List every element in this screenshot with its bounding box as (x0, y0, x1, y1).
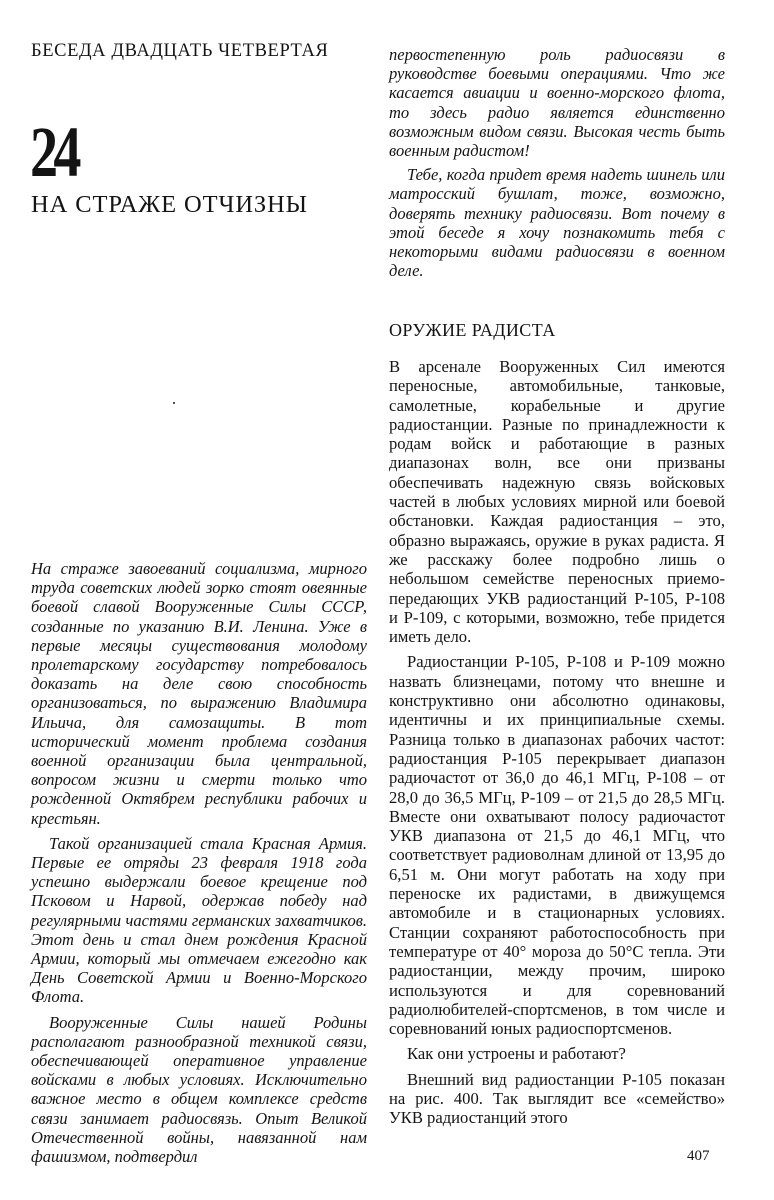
section-paragraph-1: В арсенале Вооруженных Сил имеются переносные, автомобильные, танковые, самолетные, корабельные и другие радиостанции. Разные по принадлежности к родам войск и работающие в разных диапазонах волн, все они призваны обеспечивать надежную связь войсковых частей в любых условиях мирной или боевой обстановки. Каждая радиостанция – это, образно выражаясь, оружие в руках радиста. Я же расскажу более подробно лишь о небольшом семействе переносных приемо-передающих УКВ радиостанций Р-105, Р-108 и Р-109, с которыми, возможно, тебе придется иметь дело. (389, 357, 725, 647)
chapter-title: НА СТРАЖЕ ОТЧИЗНЫ (31, 191, 308, 218)
intro-left-column (31, 559, 367, 1172)
chapter-number: 24 (30, 112, 77, 192)
chapter-kicker: БЕСЕДА ДВАДЦАТЬ ЧЕТВЕРТАЯ (31, 41, 329, 61)
intro-right-paragraph-2: Тебе, когда придет время надеть шинель или матросский бушлат, тоже, возможно, доверять технику радиосвязи. Вот почему в этой беседе я хочу познакомить тебя с некоторыми видами радиосвязи в военном деле. (389, 165, 725, 281)
intro-left-paragraph-1: На страже завоеваний социализма, мирного труда советских людей зорко стоят овеянные боевой славой Вооруженные Силы СССР, созданные по указанию В.И. Ленина. Уже в первые месяцы существования молодому пролетарскому государству потребовалось доказать на деле свою способность организоваться, по выражению Владимира Ильича, для самозащиты. В тот исторический момент проблема создания военной организации была центральной, вопросом жизни и смерти только что рожденной Октябрем республики рабочих и крестьян. (31, 559, 367, 828)
section-paragraph-4: Внешний вид радиостанции Р-105 показан на рис. 400. Так выглядит все «семейство» УКВ радиостанций этого (389, 1069, 725, 1128)
section-paragraph-2: Радиостанции Р-105, Р-108 и Р-109 можно назвать близнецами, потому что внешне и конструктивно они абсолютно одинаковы, идентичны и их принципиальные схемы. Разница только в диапазонах рабочих частот: радиостанция Р-105 перекрывает диапазон радиочастот от 36,0 до 46,1 МГц, Р-108 – от 28,0 до 36,5 МГц, Р-109 – от 21,5 до 28,5 МГц. Вместе они охватывают полосу радиочастот УКВ диапазона от 21,5 до 46,1 МГц, что соответствует радиоволнам длиной от 13,95 до 6,51 м. Они могут работать на ходу при переноске их радистами, в движущемся автомобиле и в стационарных условиях. Станции сохраняют работоспособность при температуре от 40° мороза до 50°С тепла. Эти радиостанции, между прочим, широко используются и для соревнований радиолюбителей-спортсменов, в том числе и соревнований юных радиоспортсменов. (389, 652, 725, 1039)
intro-left-paragraph-3: Вооруженные Силы нашей Родины располагают разнообразной техникой связи, обеспечивающей оперативное управление войсками в любых условиях. Исключительно важное место в общем комплексе средств связи занимает радиосвязь. Опыт Великой Отечественной войны, навязанной нам фашизмом, подтвердил (31, 1012, 367, 1167)
intro-right-paragraph-1: первостепенную роль радиосвязи в руководстве боевыми операциями. Что же касается авиации и военно-морского флота, то здесь радио является единственно возможным видом связи. Высокая честь быть военным радистом! (389, 45, 725, 161)
intro-right-column (389, 45, 725, 285)
section-heading: ОРУЖИЕ РАДИСТА (389, 320, 556, 340)
intro-left-paragraph-2: Такой организацией стала Красная Армия. Первые ее отряды 23 февраля 1918 года успешно выдержали боевое крещение под Псковом и Нарвой, одержав победу над регулярными частями германских захватчиков. Этот день и стал днем рождения Красной Армии, который мы отмечаем ежегодно как День Советской Армии и Военно-Морского Флота. (31, 833, 367, 1007)
print-speck (173, 402, 175, 404)
section-paragraph-3: Как они устроены и работают? (407, 1044, 626, 1064)
section-body-column (389, 357, 725, 1134)
page-number: 407 (687, 1148, 710, 1164)
